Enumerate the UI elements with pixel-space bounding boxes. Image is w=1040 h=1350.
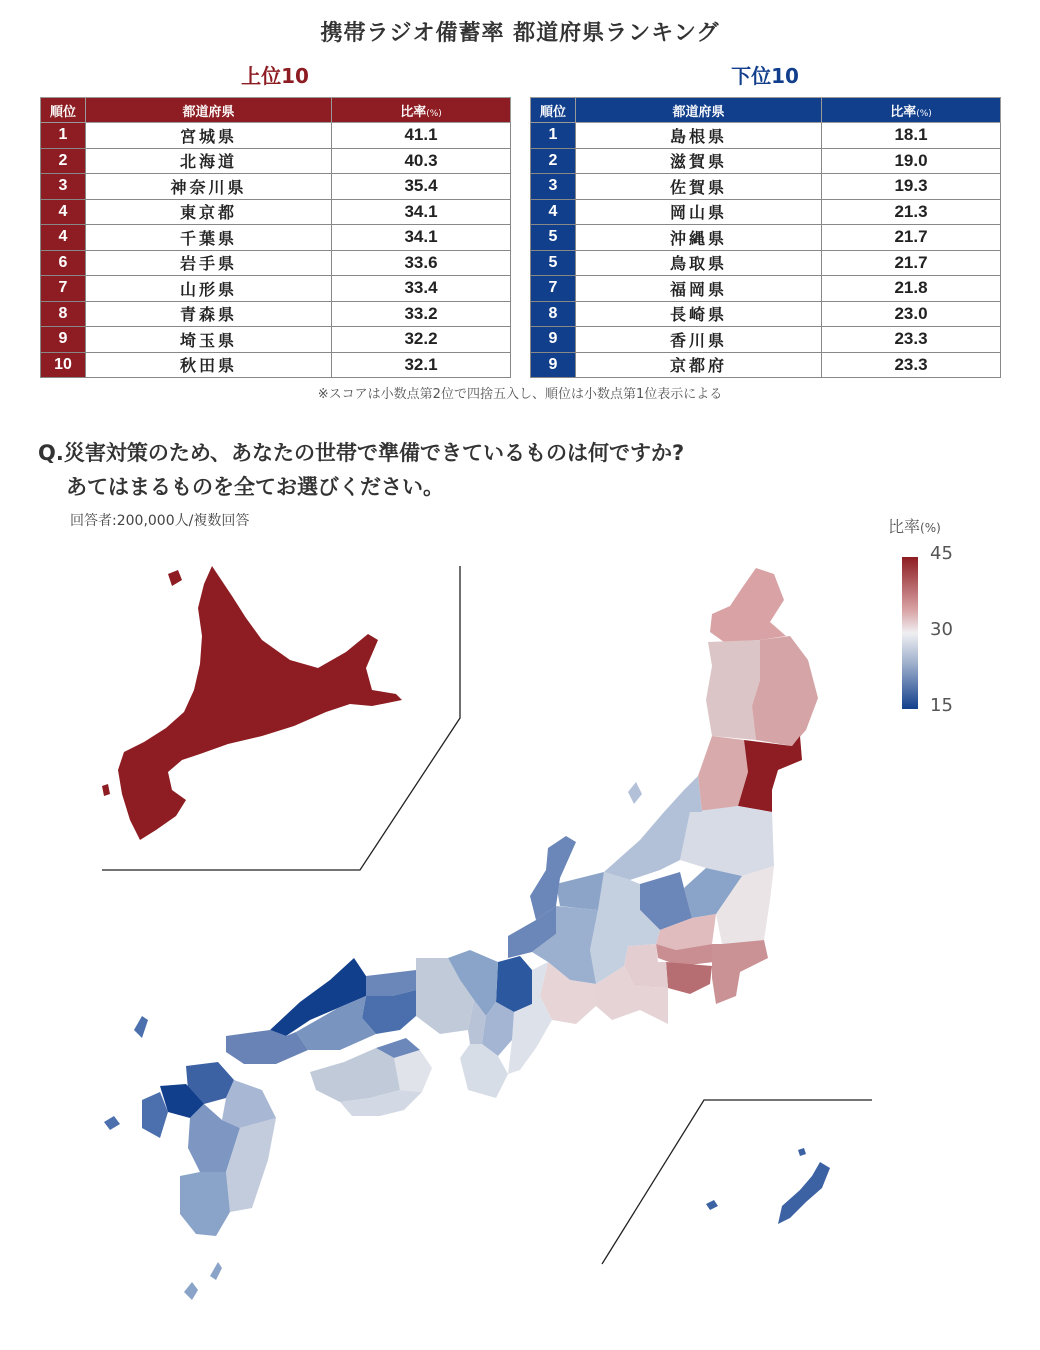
region-kagoshima: [180, 1172, 230, 1236]
rank-cell: 1: [531, 123, 576, 149]
value-cell: 19.3: [822, 174, 1001, 200]
value-cell: 34.1: [332, 199, 511, 225]
value-cell: 23.3: [822, 352, 1001, 378]
bottom10-heading: 下位10: [731, 64, 799, 88]
rank-cell: 9: [41, 327, 86, 353]
value-cell: 33.2: [332, 301, 511, 327]
rank-cell: 5: [531, 225, 576, 251]
region-akita: [706, 640, 760, 740]
legend-mid: 30: [930, 619, 953, 640]
rank-header: 順位: [41, 98, 86, 123]
pref-header: 都道府県: [86, 98, 332, 123]
value-cell: 21.8: [822, 276, 1001, 302]
region-iwate: [752, 636, 818, 746]
rank-cell: 4: [41, 225, 86, 251]
legend-min: 15: [930, 695, 953, 716]
prefecture-cell: 秋田県: [86, 352, 332, 378]
prefecture-cell: 長崎県: [576, 301, 822, 327]
legend-max: 45: [930, 543, 953, 564]
pref-header: 都道府県: [576, 98, 822, 123]
ratio-header-unit: (%): [916, 108, 932, 119]
region-tokushima: [394, 1050, 432, 1092]
region-miyagi: [738, 736, 802, 812]
okinawa-inset-border: [602, 1100, 872, 1264]
rank-cell: 2: [531, 148, 576, 174]
region-goto: [104, 1116, 120, 1130]
top10-heading: 上位10: [241, 64, 309, 88]
region-sado: [628, 782, 642, 804]
region-toyama: [556, 872, 604, 910]
value-cell: 41.1: [332, 123, 511, 149]
rank-cell: 2: [41, 148, 86, 174]
rank-cell: 3: [531, 174, 576, 200]
value-cell: 21.7: [822, 250, 1001, 276]
rank-cell: 8: [41, 301, 86, 327]
rank-cell: 9: [531, 327, 576, 353]
region-tsushima: [134, 1016, 148, 1038]
rank-cell: 8: [531, 301, 576, 327]
prefecture-cell: 福岡県: [576, 276, 822, 302]
region-hokkaido-rishiri: [168, 570, 182, 586]
region-fukushima: [680, 806, 774, 876]
question-line-1: Q.災害対策のため、あなたの世帯で準備できているものは何ですか?: [38, 441, 685, 465]
value-cell: 35.4: [332, 174, 511, 200]
region-yakushima: [210, 1262, 222, 1280]
value-cell: 32.2: [332, 327, 511, 353]
ratio-header-label: 比率: [890, 104, 917, 120]
prefecture-cell: 鳥取県: [576, 250, 822, 276]
prefecture-cell: 岡山県: [576, 199, 822, 225]
value-cell: 18.1: [822, 123, 1001, 149]
value-cell: 19.0: [822, 148, 1001, 174]
legend-title-label: 比率: [888, 517, 921, 536]
prefecture-cell: 青森県: [86, 301, 332, 327]
chart-title: 携帯ラジオ備蓄率 都道府県ランキング: [320, 21, 720, 46]
prefecture-cell: 京都府: [576, 352, 822, 378]
value-cell: 21.3: [822, 199, 1001, 225]
prefecture-cell: 島根県: [576, 123, 822, 149]
prefecture-cell: 埼玉県: [86, 327, 332, 353]
value-cell: 23.0: [822, 301, 1001, 327]
value-cell: 23.3: [822, 327, 1001, 353]
rank-cell: 10: [41, 352, 86, 378]
region-kanagawa: [666, 962, 712, 994]
rounding-note: ※スコアは小数点第2位で四捨五入し、順位は小数点第1位表示による: [317, 387, 723, 402]
rank-cell: 6: [41, 250, 86, 276]
rank-cell: 7: [41, 276, 86, 302]
prefecture-cell: 東京都: [86, 199, 332, 225]
region-amami: [184, 1282, 198, 1300]
region-hokkaido-okushiri: [102, 784, 110, 796]
ratio-header-unit: (%): [426, 108, 442, 119]
rank-cell: 5: [531, 250, 576, 276]
rank-cell: 7: [531, 276, 576, 302]
prefecture-cell: 沖縄県: [576, 225, 822, 251]
prefecture-cell: 香川県: [576, 327, 822, 353]
prefecture-cell: 北海道: [86, 148, 332, 174]
region-hokkaido: [118, 566, 402, 840]
region-shiga: [496, 956, 532, 1012]
rank-header: 順位: [531, 98, 576, 123]
prefecture-cell: 滋賀県: [576, 148, 822, 174]
rank-cell: 4: [531, 199, 576, 225]
value-cell: 33.6: [332, 250, 511, 276]
value-cell: 34.1: [332, 225, 511, 251]
prefecture-cell: 宮城県: [86, 123, 332, 149]
question-line-2: あてはまるものを全てお選びください。: [66, 475, 444, 499]
value-cell: 21.7: [822, 225, 1001, 251]
prefecture-cell: 岩手県: [86, 250, 332, 276]
value-cell: 32.1: [332, 352, 511, 378]
prefecture-cell: 千葉県: [86, 225, 332, 251]
rank-cell: 1: [41, 123, 86, 149]
prefecture-cell: 山形県: [86, 276, 332, 302]
region-chiba: [712, 940, 768, 1004]
ratio-header-label: 比率: [400, 104, 427, 120]
region-okinawa: [778, 1162, 830, 1224]
rank-cell: 3: [41, 174, 86, 200]
legend-unit: (%): [920, 521, 941, 535]
rank-cell: 9: [531, 352, 576, 378]
value-cell: 40.3: [332, 148, 511, 174]
region-yamaguchi: [226, 1030, 308, 1064]
rank-cell: 4: [41, 199, 86, 225]
region-aomori: [710, 568, 786, 642]
respondents-note: 回答者:200,000人/複数回答: [70, 513, 250, 529]
prefecture-cell: 神奈川県: [86, 174, 332, 200]
value-cell: 33.4: [332, 276, 511, 302]
prefecture-cell: 佐賀県: [576, 174, 822, 200]
